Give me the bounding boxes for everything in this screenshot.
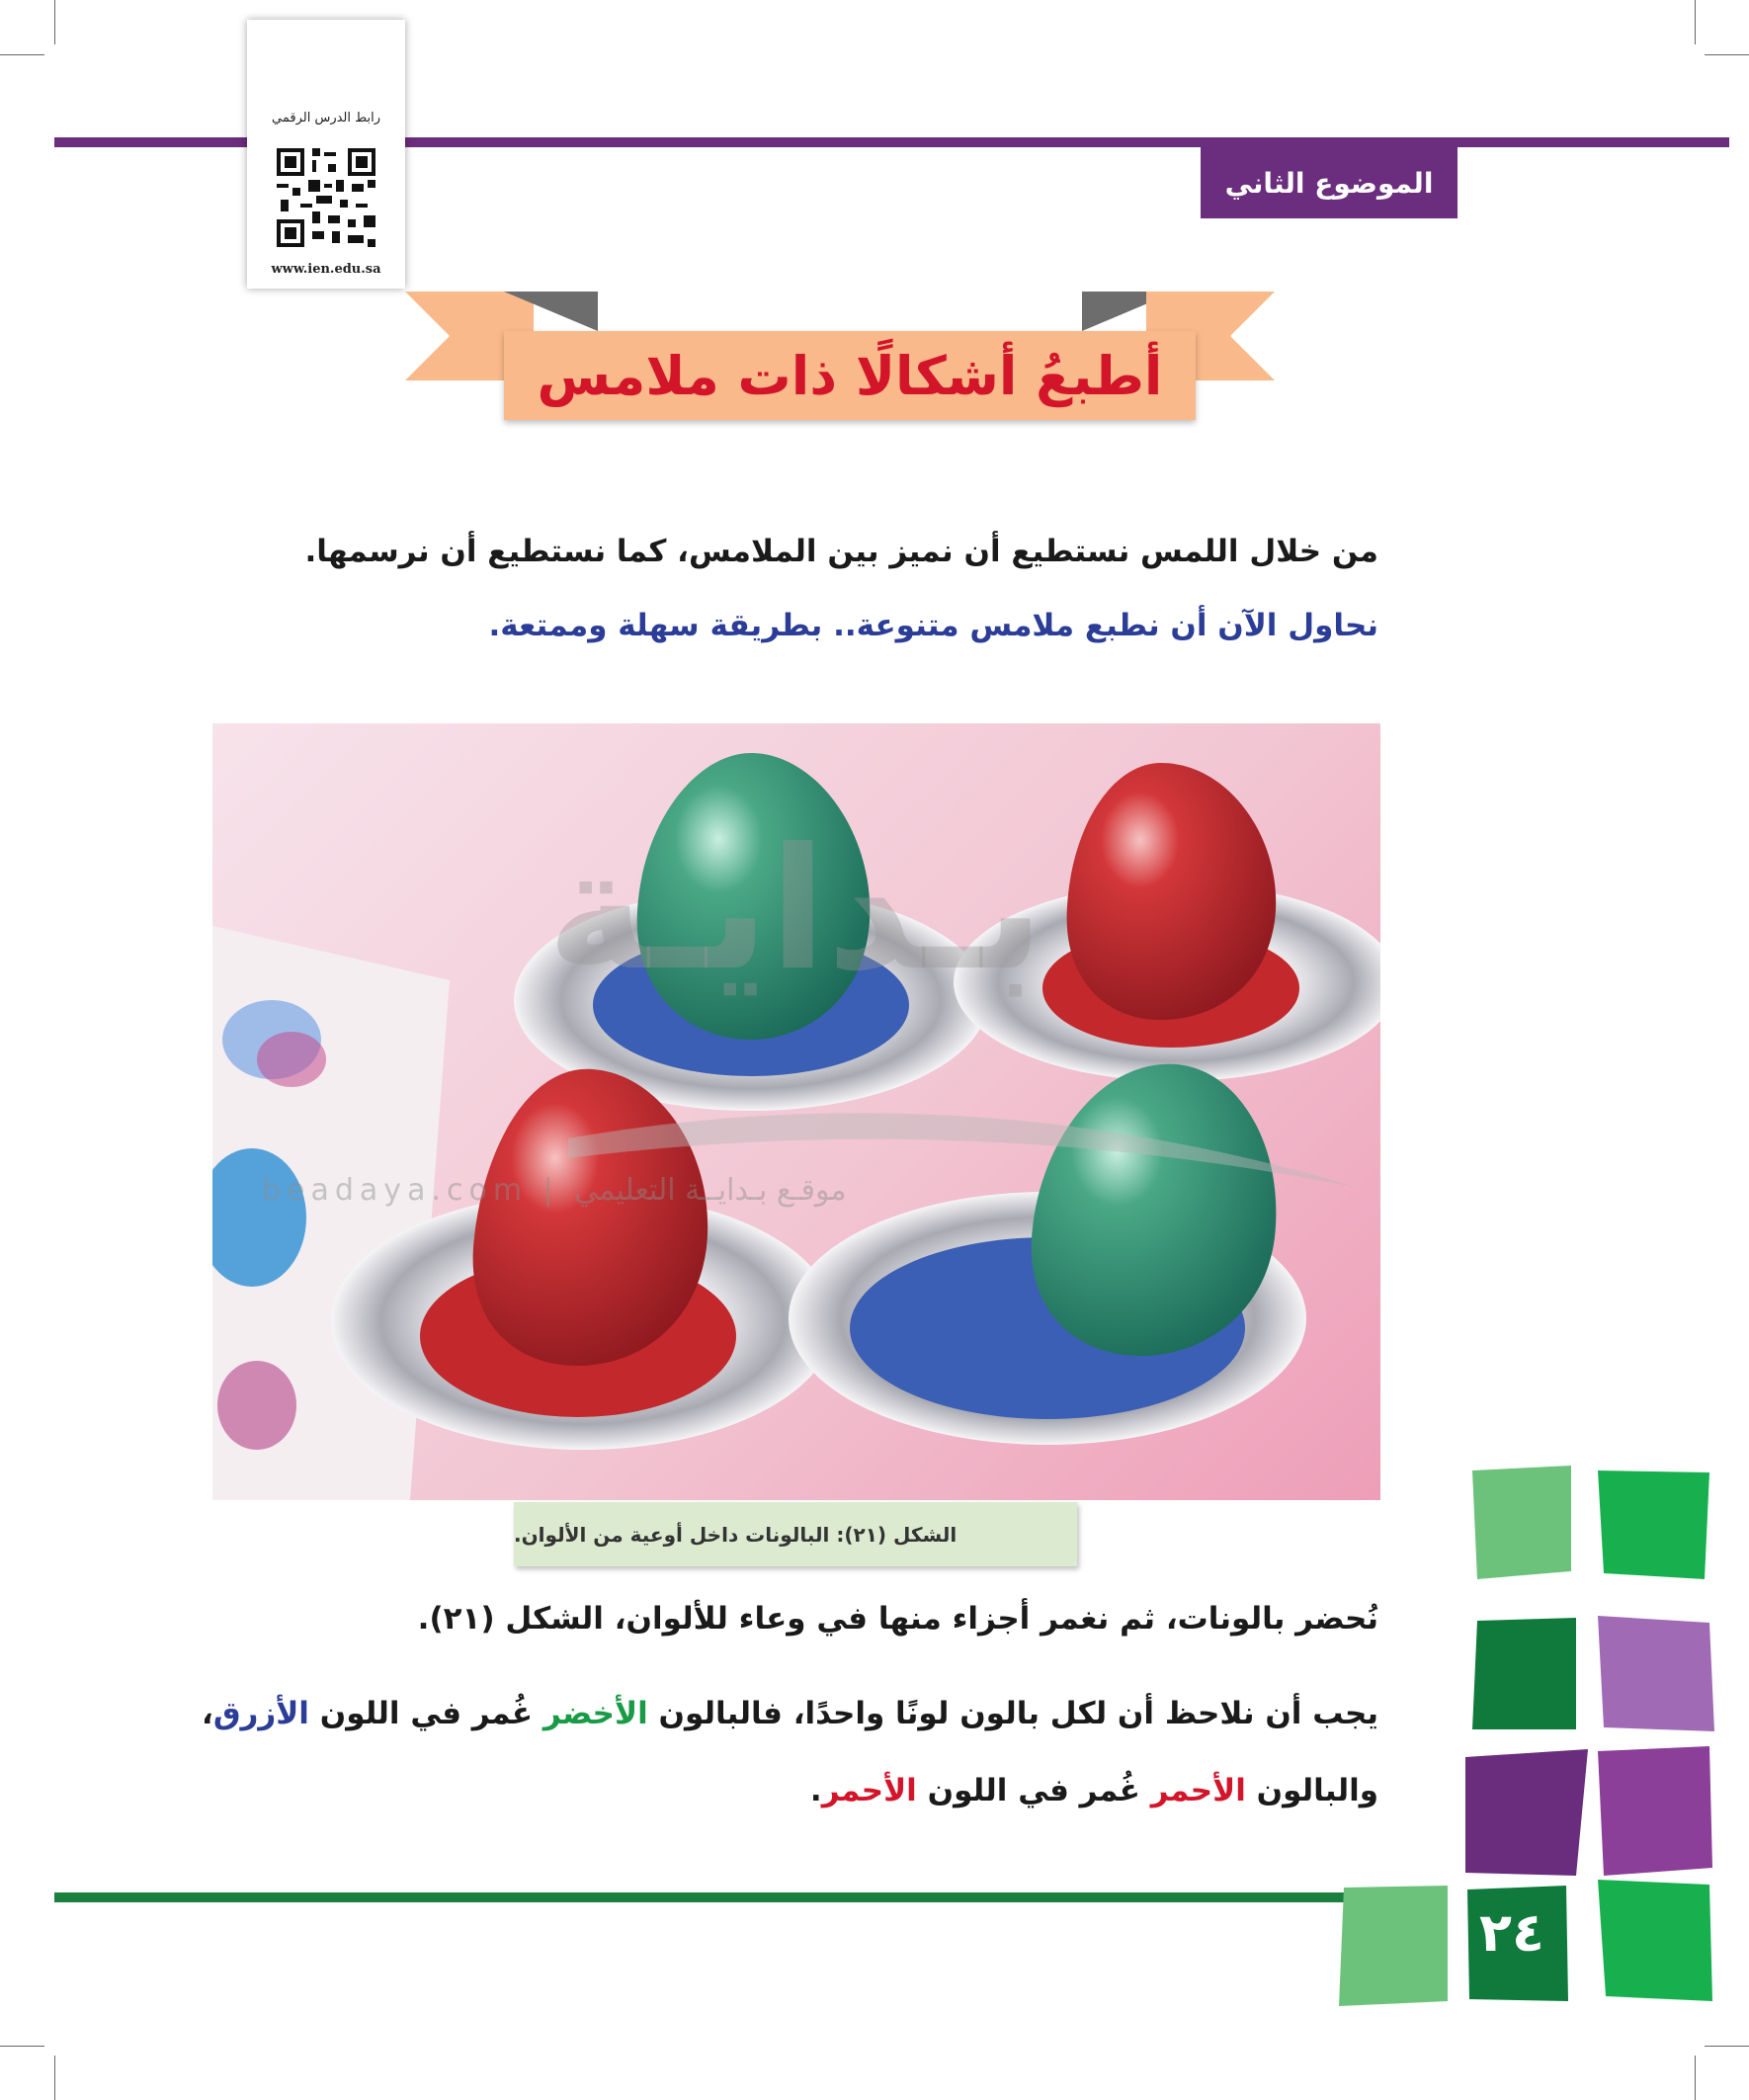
balloons-photo xyxy=(212,723,1380,1500)
body-paragraph xyxy=(193,1675,1378,1829)
body-line-1: نُحضر بالونات، ثم نغمر أجزاء منها في وعاء للألوان، الشكل (٢١). xyxy=(417,1601,1378,1637)
page-title: أطبعُ أشكالًا ذات ملامس xyxy=(504,331,1196,420)
crop-mark xyxy=(0,2046,44,2047)
figure-caption: الشكل (٢١): البالونات داخل أوعية من الألوان. xyxy=(514,1502,1077,1566)
body-text: يجب أن نلاحظ أن لكل بالون لونًا واحدًا، فالبالون xyxy=(647,1696,1378,1731)
qr-url[interactable]: www.ien.edu.sa xyxy=(271,262,381,277)
watermark-url: beadaya.com | موقـع بـدايــة التعليمي xyxy=(262,1173,847,1208)
body-text: غُمر في اللون xyxy=(916,1773,1151,1808)
qr-code-icon[interactable] xyxy=(277,148,375,247)
word-blue: الأزرق xyxy=(212,1696,309,1731)
body-text: ، والبالون xyxy=(202,1696,1378,1808)
page-number: ٢٤ xyxy=(1479,1900,1544,1964)
qr-card[interactable] xyxy=(247,20,405,289)
green-balloon xyxy=(1032,1064,1277,1356)
decorative-tiles xyxy=(1339,1463,1749,2100)
watermark-logo: بـدايـة xyxy=(546,812,1044,1008)
word-red: الأحمر xyxy=(821,1773,917,1808)
crop-mark xyxy=(54,0,55,44)
body-text: غُمر في اللون xyxy=(308,1696,543,1731)
intro-line-2: نحاول الآن أن نطبع ملامس متنوعة.. بطريقة سهلة وممتعة. xyxy=(488,608,1378,643)
intro-line-1: من خلال اللمس نستطيع أن نميز بين الملامس، كما نستطيع أن نرسمها. xyxy=(304,534,1378,569)
crop-mark xyxy=(1695,0,1696,44)
word-red: الأحمر xyxy=(1150,1773,1246,1808)
crop-mark xyxy=(1705,54,1749,55)
crop-mark xyxy=(0,54,44,55)
body-text: . xyxy=(809,1773,822,1808)
qr-label: رابط الدرس الرقمي xyxy=(272,111,380,126)
word-green: الأخضر xyxy=(542,1696,648,1731)
footer-rule xyxy=(54,1892,1349,1902)
red-balloon xyxy=(473,1069,708,1366)
crop-mark xyxy=(54,2056,55,2100)
topic-tab: الموضوع الثاني xyxy=(1201,147,1458,218)
